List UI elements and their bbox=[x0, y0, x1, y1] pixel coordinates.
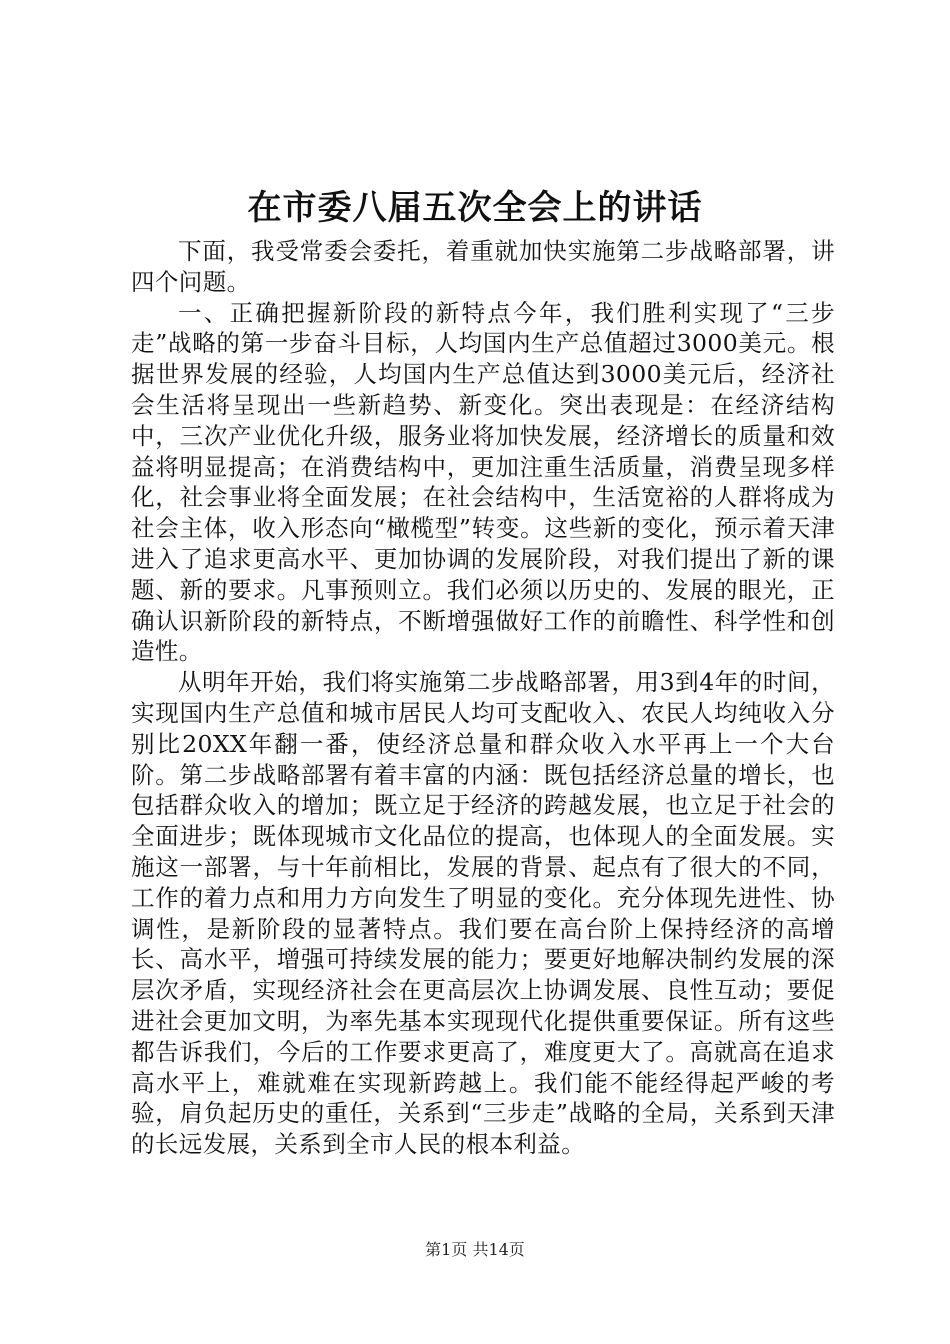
paragraph-2: 一、正确把握新阶段的新特点今年，我们胜利实现了“三步走”战略的第一步奋斗目标，人均国内生产总值超过3000美元。根据世界发展的经验，人均国内生产总值达到3000美元后，经济社会生活将呈现出一些新趋势、新变化。突出表现是：在经济结构中，三次产业优化升级，服务业将加快发展，经济增长的质量和效益将明显提高；在消费结构中，更加注重生活质量，消费呈现多样化，社会事业将全面发展；在社会结构中，生活宽裕的人群将成为社会主体，收入形态向“橄榄型”转变。这些新的变化，预示着天津进入了追求更高水平、更加协调的发展阶段，对我们提出了新的课题、新的要求。凡事预则立。我们必须以历史的、发展的眼光，正确认识新阶段的新特点，不断增强做好工作的前瞻性、科学性和创造性。 bbox=[131, 298, 835, 666]
document-title: 在市委八届五次全会上的讲话 bbox=[247, 188, 703, 228]
paragraph-1: 下面，我受常委会委托，着重就加快实施第二步战略部署，讲四个问题。 bbox=[131, 237, 835, 296]
page-number-footer: 第1页 共14页 bbox=[425, 1240, 525, 1259]
document-body bbox=[131, 236, 835, 1160]
paragraph-3: 从明年开始，我们将实施第二步战略部署，用3到4年的时间，实现国内生产总值和城市居民人均可支配收入、农民人均纯收入分别比20XX年翻一番，使经济总量和群众收入水平再上一个大台阶。第二步战略部署有着丰富的内涵：既包括经济总量的增长，也包括群众收入的增加；既立足于经济的跨越发展，也立足于社会的全面进步；既体现城市文化品位的提高，也体现人的全面发展。实施这一部署，与十年前相比，发展的背景、起点有了很大的不同，工作的着力点和用力方向发生了明显的变化。充分体现先进性、协调性，是新阶段的显著特点。我们要在高台阶上保持经济的高增长、高水平，增强可持续发展的能力；要更好地解决制约发展的深层次矛盾，实现经济社会在更高层次上协调发展、良性互动；要促进社会更加文明，为率先基本实现现代化提供重要保证。所有这些都告诉我们，今后的工作要求更高了，难度更大了。高就高在追求高水平上，难就难在实现新跨越上。我们能不能经得起严峻的考验，肩负起历史的重任，关系到“三步走”战略的全局，关系到天津的长远发展，关系到全市人民的根本利益。 bbox=[131, 668, 835, 1159]
